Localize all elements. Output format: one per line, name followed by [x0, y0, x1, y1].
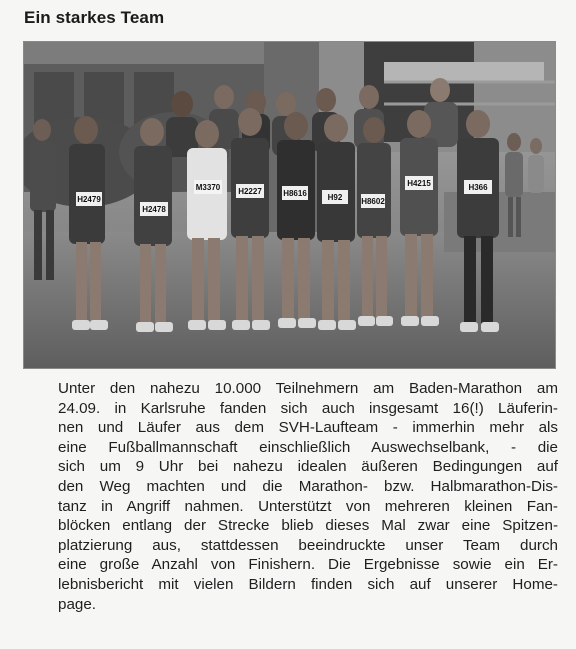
bib-number: H366 [468, 183, 488, 192]
article-headline: Ein starkes Team [24, 8, 165, 27]
bib-number: H2478 [142, 205, 166, 214]
article-line: page. [58, 595, 97, 613]
article-line: nen und Läufer aus dem SVH-Laufteam - immerhin mehr als [58, 419, 558, 437]
bib-number: M3370 [195, 183, 221, 192]
article-body [58, 379, 558, 614]
article-line: tanz in Angriff nahmen. Unterstützt von mehreren kleinen Fan- [58, 497, 558, 515]
article-line: sich um 9 Uhr bei nahezu idealen äußeren Bedingungen auf [58, 458, 558, 476]
bib-number: H2227 [238, 187, 262, 196]
bib-number: H4215 [407, 179, 431, 188]
article-line: platzierung aus, stattdessen beeindruckte unser Team durch [58, 536, 558, 554]
bib-number: H8602 [361, 197, 385, 206]
bib-number: H92 [327, 193, 343, 202]
team-photo-illustration [24, 42, 555, 368]
article-line: 24.09. in Karlsruhe fanden sich auch insgesamt 16(!) Läuferin- [58, 399, 558, 417]
article-line: eine große Anzahl von Finishern. Die Ergebnisse sowie ein Er- [58, 556, 558, 574]
article-line: den Weg machten und die Marathon- bzw. Halbmarathon-Dis- [58, 477, 558, 495]
article-line: blöcken entlang der Strecke blieb dieses Mal zwar eine Spitzen- [58, 517, 558, 535]
bib-number: H8616 [283, 189, 307, 198]
article-line: Unter den nahezu 10.000 Teilnehmern am Baden-Marathon am [58, 380, 558, 397]
team-photo [23, 41, 556, 369]
article-line: lebnisbericht mit vielen Bildern finden sich auf unserer Home- [58, 575, 558, 593]
article-line: eine Fußballmannschaft einschließlich Auswechselbank, - die [58, 438, 558, 456]
bib-number: H2479 [77, 195, 101, 204]
